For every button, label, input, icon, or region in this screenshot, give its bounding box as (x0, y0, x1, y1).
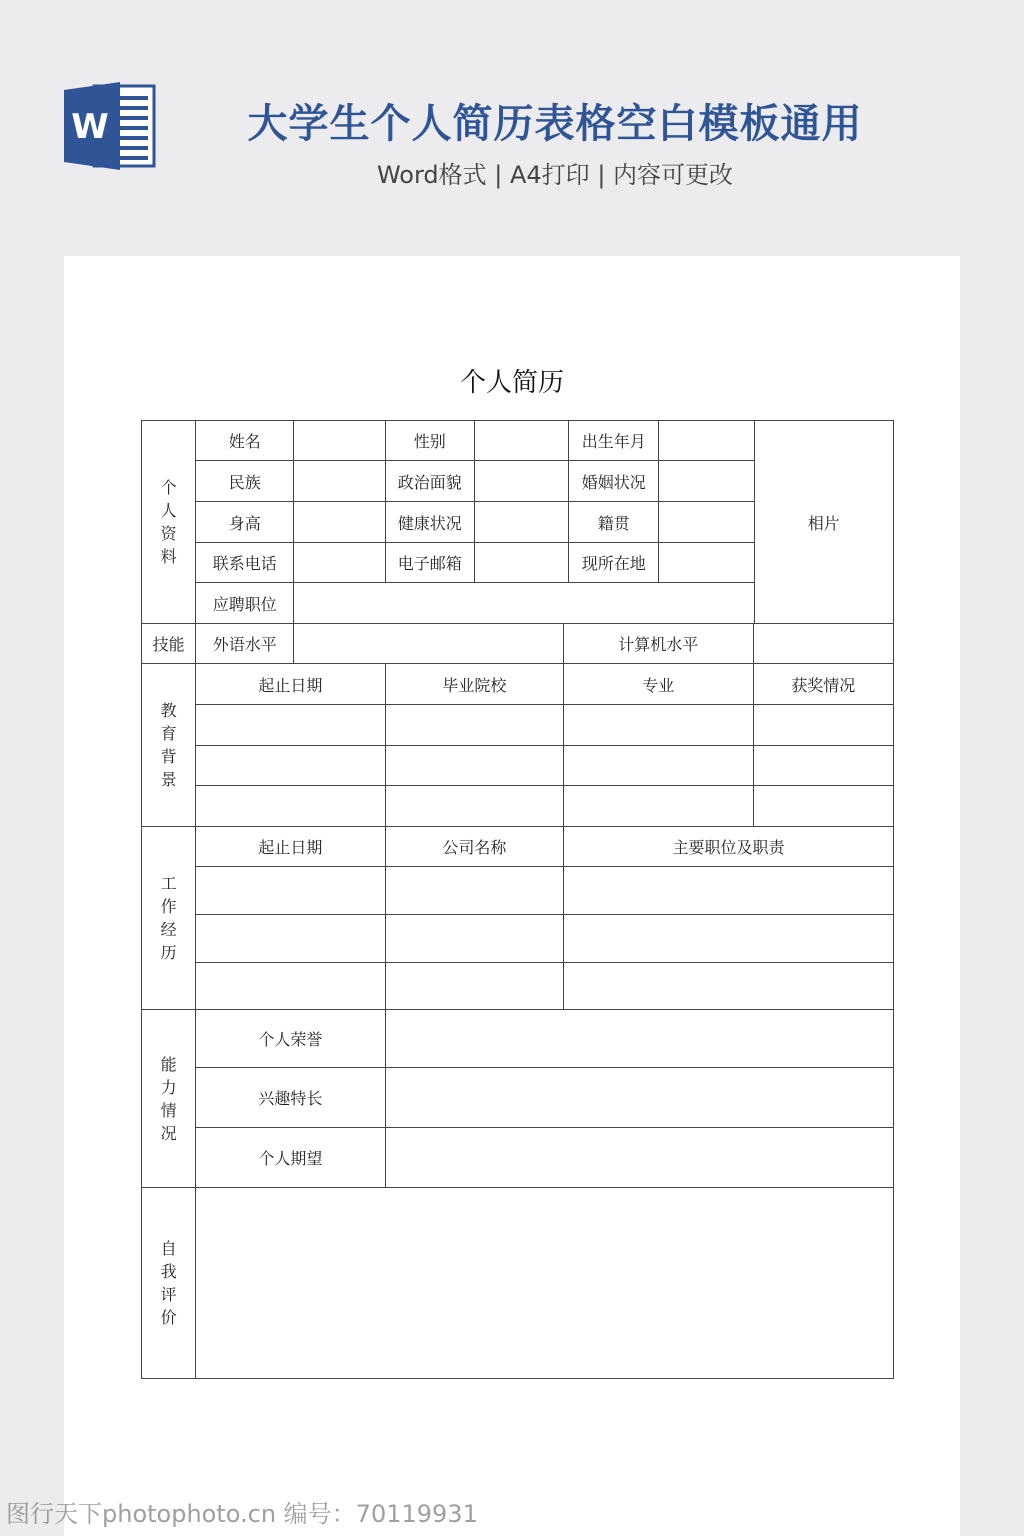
email-label: 电子邮箱 (385, 543, 474, 583)
edu-cell[interactable] (385, 746, 563, 786)
work-header-company: 公司名称 (385, 827, 563, 867)
political-field[interactable] (474, 461, 568, 502)
gender-label: 性别 (385, 421, 474, 461)
position-label: 应聘职位 (196, 583, 294, 624)
computer-label: 计算机水平 (564, 624, 753, 664)
language-label: 外语水平 (196, 624, 294, 664)
work-cell[interactable] (564, 915, 894, 963)
work-cell[interactable] (385, 867, 563, 915)
edu-cell[interactable] (564, 705, 753, 746)
health-label: 健康状况 (385, 502, 474, 543)
interests-field[interactable] (385, 1068, 893, 1128)
political-label: 政治面貌 (385, 461, 474, 502)
work-cell[interactable] (564, 867, 894, 915)
section-education: 教 育 背 景 (142, 664, 196, 827)
honors-label: 个人荣誉 (196, 1010, 385, 1068)
edu-cell[interactable] (564, 786, 753, 827)
edu-cell[interactable] (196, 746, 385, 786)
work-header-dates: 起止日期 (196, 827, 385, 867)
native-field[interactable] (659, 502, 754, 543)
edu-cell[interactable] (753, 786, 893, 827)
page-header (0, 0, 1024, 240)
computer-field[interactable] (753, 624, 893, 664)
email-field[interactable] (474, 543, 568, 583)
section-ability: 能 力 情 况 (142, 1010, 196, 1188)
section-self-evaluation: 自 我 评 价 (142, 1188, 196, 1379)
position-field[interactable] (294, 583, 754, 624)
resume-table (141, 420, 894, 1379)
watermark: 图行天下photophoto.cn 编号：70119931 (6, 1500, 478, 1528)
expectation-label: 个人期望 (196, 1128, 385, 1188)
height-label: 身高 (196, 502, 294, 543)
page-subtitle: Word格式 | A4打印 | 内容可更改 (376, 161, 734, 189)
edu-cell[interactable] (385, 705, 563, 746)
page-title: 大学生个人简历表格空白模板通用 (247, 101, 863, 147)
location-label: 现所在地 (569, 543, 659, 583)
marital-label: 婚姻状况 (569, 461, 659, 502)
birth-field[interactable] (659, 421, 754, 461)
native-label: 籍贯 (569, 502, 659, 543)
height-field[interactable] (294, 502, 385, 543)
edu-cell[interactable] (196, 705, 385, 746)
section-skills: 技能 (142, 624, 196, 664)
health-field[interactable] (474, 502, 568, 543)
work-header-duties: 主要职位及职责 (564, 827, 894, 867)
interests-label: 兴趣特长 (196, 1068, 385, 1128)
birth-label: 出生年月 (569, 421, 659, 461)
work-cell[interactable] (385, 915, 563, 963)
work-cell[interactable] (564, 963, 894, 1010)
phone-field[interactable] (294, 543, 385, 583)
name-label: 姓名 (196, 421, 294, 461)
edu-cell[interactable] (753, 746, 893, 786)
section-personal-info: 个 人 资 料 (142, 421, 196, 624)
edu-header-awards: 获奖情况 (753, 664, 893, 705)
edu-cell[interactable] (196, 786, 385, 827)
phone-label: 联系电话 (196, 543, 294, 583)
section-work: 工 作 经 历 (142, 827, 196, 1010)
ethnicity-label: 民族 (196, 461, 294, 502)
ethnicity-field[interactable] (294, 461, 385, 502)
edu-cell[interactable] (564, 746, 753, 786)
name-field[interactable] (294, 421, 385, 461)
work-cell[interactable] (196, 915, 385, 963)
word-document-icon (64, 82, 158, 170)
work-cell[interactable] (196, 867, 385, 915)
self-evaluation-field[interactable] (196, 1188, 894, 1379)
work-cell[interactable] (196, 963, 385, 1010)
edu-cell[interactable] (385, 786, 563, 827)
expectation-field[interactable] (385, 1128, 893, 1188)
location-field[interactable] (659, 543, 754, 583)
edu-cell[interactable] (753, 705, 893, 746)
edu-header-dates: 起止日期 (196, 664, 385, 705)
honors-field[interactable] (385, 1010, 893, 1068)
edu-header-major: 专业 (564, 664, 753, 705)
edu-header-school: 毕业院校 (385, 664, 563, 705)
word-icon-letter: W (71, 107, 109, 147)
work-cell[interactable] (385, 963, 563, 1010)
resume-title: 个人简历 (459, 368, 564, 398)
marital-field[interactable] (659, 461, 754, 502)
photo-box[interactable]: 相片 (754, 421, 893, 624)
gender-field[interactable] (474, 421, 568, 461)
language-field[interactable] (294, 624, 564, 664)
